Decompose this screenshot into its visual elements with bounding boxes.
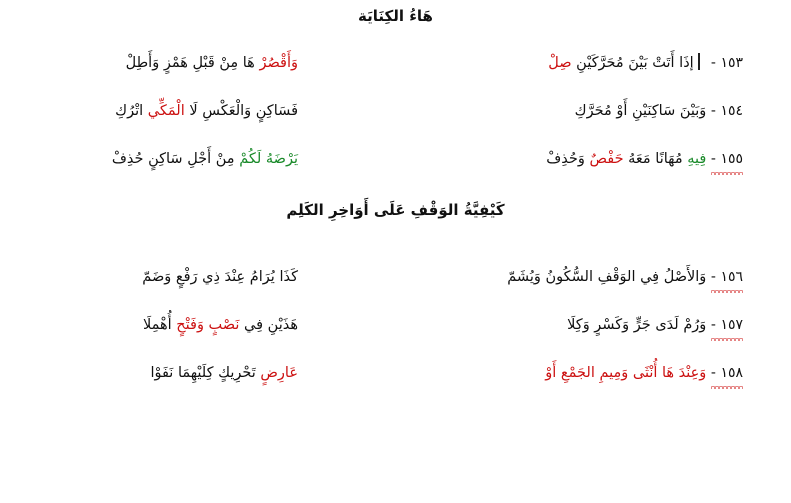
verse-154-second-part-2: الْمَكِّي xyxy=(147,102,185,119)
verse-158-number: ١٥٨ - xyxy=(711,363,743,384)
verse-154-second-hemistich xyxy=(48,101,298,123)
verse-158-second-part-1: عَارِضٍ xyxy=(260,364,298,381)
verse-154-second-part-1: فَسَاكِنٍ وَالْعَكْسِ لَا xyxy=(184,102,298,119)
verse-158-first-part-1: وَعِنْدَ هَا أُنْثَى وَمِيمِ الجَمْعِ أَوْ xyxy=(545,364,707,381)
verse-154-first-part-1: وَبَيْنَ سَاكِنَيْنِ أَوْ مُحَرَّكِ xyxy=(574,102,707,119)
verse-156-second-hemistich xyxy=(48,267,298,289)
verse-157-second-part-3: أُهْمِلَا xyxy=(142,317,177,333)
verse-153-first-hemistich xyxy=(443,53,743,75)
verse-158-second-part-2: تَحْرِيكٍ كِلَيْهِمَا نَفَوْا xyxy=(150,364,261,381)
verse-row-158 xyxy=(30,363,761,385)
verse-156-first-part-1: وَالأَصْلُ فِي الوَقْفِ السُّكُونُ وَيُشَمّ xyxy=(507,269,707,286)
verse-153-first-part-2: صِلْ xyxy=(548,55,572,71)
verse-row-155 xyxy=(30,149,761,171)
verse-157-first-hemistich xyxy=(443,315,743,337)
verse-154-number: ١٥٤ - xyxy=(710,102,743,119)
verse-157-first-part-1: وَرُمْ لَدَى جَرٍّ وَكَسْرٍ وَكِلَا xyxy=(567,317,707,333)
verse-155-first-hemistich xyxy=(443,149,743,171)
verse-153-second-hemistich xyxy=(48,53,298,75)
verse-156-first-hemistich xyxy=(443,267,743,289)
vertical-bar-marker xyxy=(698,53,700,70)
verse-153-second-part-1: وَأَقْصُرْ xyxy=(259,55,298,71)
verse-row-156 xyxy=(30,267,761,289)
verse-158-first-hemistich xyxy=(443,363,743,385)
verse-155-first-part-4: وَحُذِفْ xyxy=(546,150,590,167)
section-heading-haa-alkinaya: هَاءُ الكِنَايَة xyxy=(358,7,433,25)
verse-row-157 xyxy=(30,315,761,337)
verse-153-number: ١٥٣ - xyxy=(710,55,743,71)
verse-153-first-part-1: إذَا أَتَتْ بَيْنَ مُحَرَّكَيْنِ xyxy=(571,55,694,71)
verse-154-second-part-3: اتْرُكِ xyxy=(115,102,148,119)
verse-155-number: ١٥٥ - xyxy=(711,149,743,170)
verse-156-number: ١٥٦ - xyxy=(711,267,743,288)
verse-158-second-hemistich xyxy=(48,363,298,385)
verse-row-153 xyxy=(30,53,761,75)
verse-155-first-part-3: حَفْصٌ xyxy=(589,150,624,167)
verse-157-second-hemistich xyxy=(48,315,298,337)
verse-155-first-part-2: مُهَانًا مَعَهُ xyxy=(623,150,688,167)
verse-157-second-part-1: هَذَيْنِ فِي xyxy=(239,317,298,333)
verse-154-first-hemistich xyxy=(443,101,743,123)
verse-157-number: ١٥٧ - xyxy=(711,315,743,336)
verse-157-second-part-2: نَصْبٍ وَفَتْحٍ xyxy=(176,317,240,333)
verse-155-first-part-1: فِيهِ xyxy=(687,150,707,167)
verse-155-second-part-2: مِنْ أَجْلِ سَاكِنٍ حُذِفْ xyxy=(111,150,240,167)
spacer xyxy=(30,27,761,53)
verse-row-154 xyxy=(30,101,761,123)
spacer xyxy=(30,223,761,245)
verse-155-second-hemistich xyxy=(48,149,298,171)
verse-153-second-part-2: هَا مِنْ قَبْلِ هَمْزٍ وَأَطِلْ xyxy=(125,55,260,71)
section-heading-kayfiyyat-alwaqf: كَيْفِيَّةُ الوَقْفِ عَلَى أَوَاخِرِ الكَلِم xyxy=(286,201,505,220)
verse-156-second-part-1: كَذَا يُرَامُ عِنْدَ ذِي رَفْعٍ وَضَمّ xyxy=(142,269,298,286)
verse-155-second-part-1: يَرْضَهُ لَكُمْ xyxy=(239,150,298,167)
